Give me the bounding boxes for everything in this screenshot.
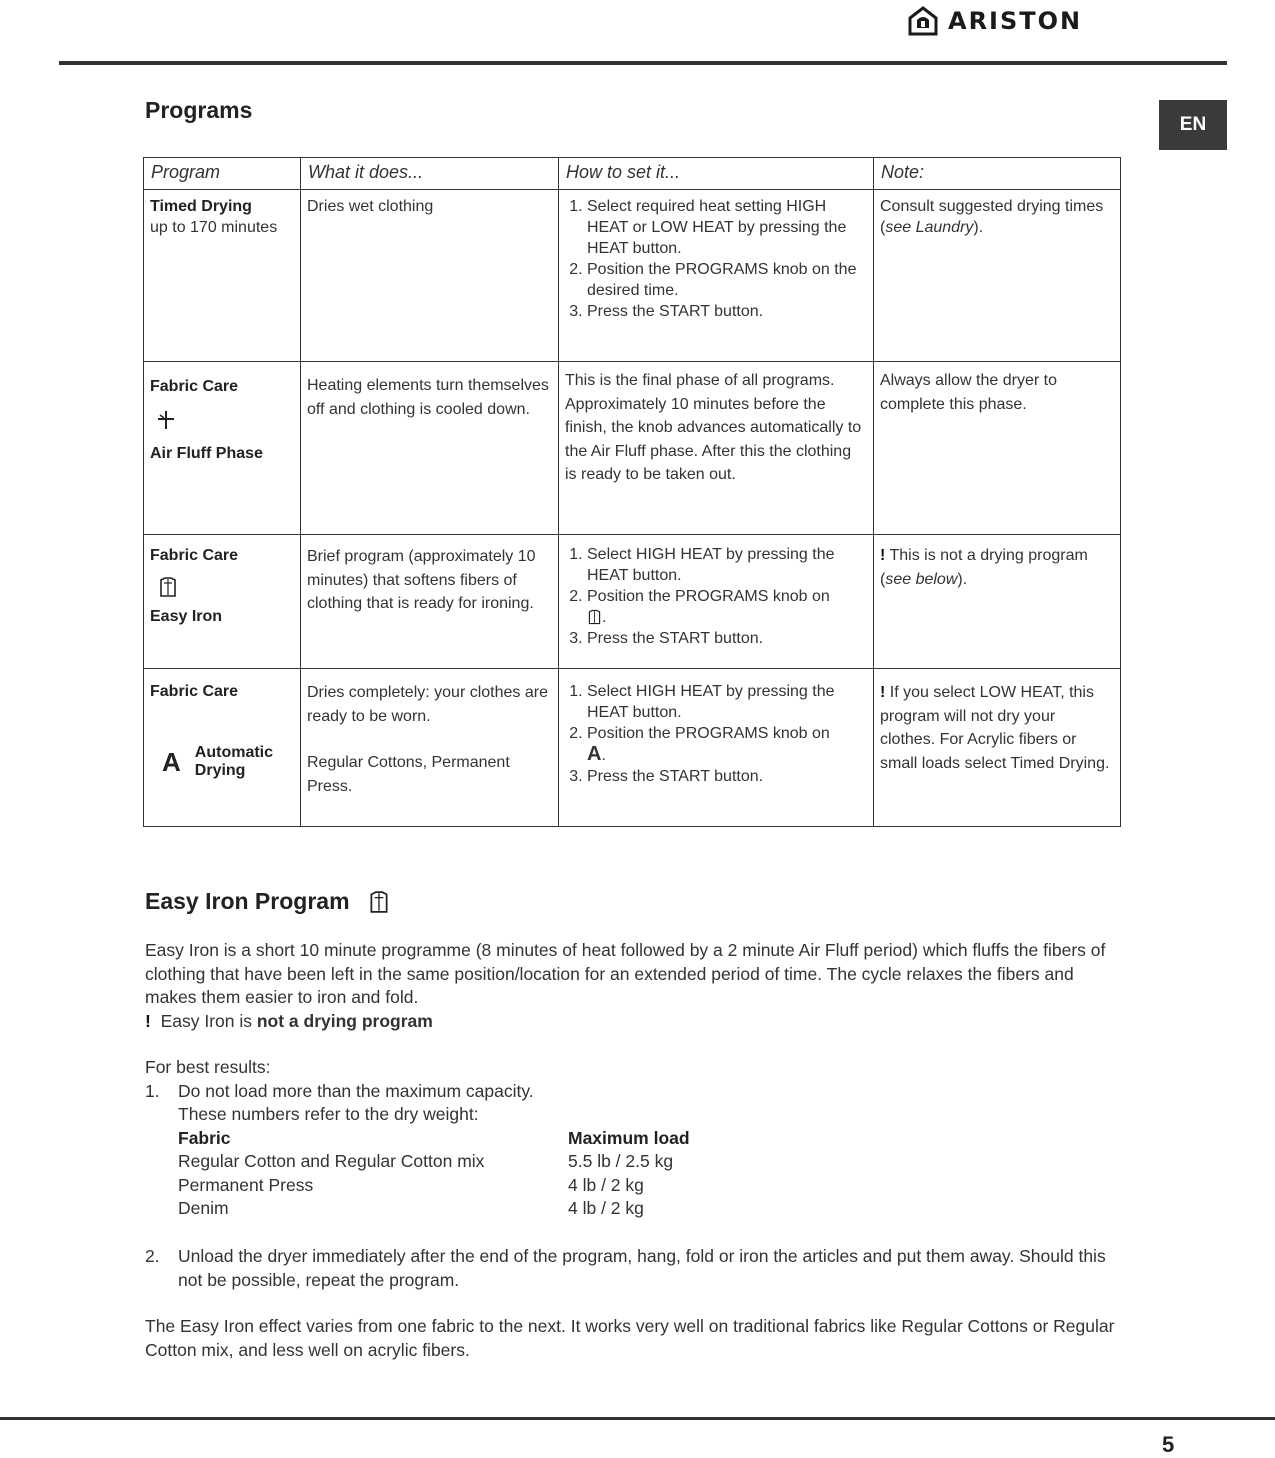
list-item: 3. Press the START button. [587,301,867,322]
table-row [144,362,1121,535]
header-rule [59,61,1227,65]
closing-paragraph: The Easy Iron effect varies from one fabric to the next. It works very well on traditional fabrics like Regular Cottons or Regular Cotton mix, and less well on acrylic fibers. [145,1316,1115,1360]
best-results-label: For best results: [145,1057,271,1077]
note-cell: Always allow the dryer to complete this phase. [874,362,1121,535]
max-load-table [178,1103,1115,1221]
table-row [144,535,1121,669]
note-text: This is not a drying program ( [880,547,1088,588]
list-item: 2. Position the PROGRAMS knob on the desired time. [587,259,867,301]
note-text: If you select LOW HEAT, this program will not dry your clothes. For Acrylic fibers or small loads select Timed Drying. [880,684,1110,772]
step-text: Unload the dryer immediately after the end of the program, hang, fold or iron the articles and put them away. Should this not be possible, repeat the program. [178,1246,1106,1290]
program-duration: up to 170 minutes [150,219,278,236]
list-item-text: Position the PROGRAMS knob on [587,588,830,605]
how-cell [559,190,874,362]
program-name: Fabric Care [150,547,239,564]
intro-paragraph: Easy Iron is a short 10 minute programme (8 minutes of heat followed by a 2 minute Air Fluff period) which fluffs the fibers of clothing that have been left in the same position/location for an extended period of time. The cycle relaxes the fibers and makes them easier to iron and fold. [145,940,1106,1007]
note-cell [874,669,1121,827]
table-row [178,1150,1115,1174]
program-cell [144,669,301,827]
warning-mark: ! [880,684,886,701]
table-row [178,1197,1115,1221]
easy-iron-icon [158,576,178,598]
easy-iron-intro [145,939,1115,1033]
column-header: Note: [874,158,1121,190]
air-fluff-icon [156,409,176,431]
easy-iron-icon [587,609,602,625]
column-header: How to set it... [559,158,874,190]
what-cell: Heating elements turn themselves off and clothing is cooled down. [301,362,559,535]
note-reference: see below [885,571,958,588]
list-item: 2. Position the PROGRAMS knob on A. [587,723,867,766]
note-reference: see Laundry [885,219,974,236]
note-cell [874,535,1121,669]
table-header-row [144,158,1121,190]
what-cell: Brief program (approximately 10 minutes) that softens fibers of clothing that is ready for ironing. [301,535,559,669]
program-cell [144,362,301,535]
automatic-drying-icon: A [587,743,602,765]
footer-rule [0,1417,1275,1420]
program-name: Fabric Care [150,378,239,395]
how-cell [559,669,874,827]
list-item: 3. Press the START button. [587,628,867,649]
fabric-name: Permanent Press [178,1174,314,1195]
step-number: 2. [145,1246,160,1266]
step-two [145,1245,1115,1292]
program-name: Fabric Care [150,683,239,700]
step-number: 1. [145,1080,160,1101]
how-steps [565,681,867,787]
automatic-drying-text [195,744,273,780]
brand-name: ARISTON [948,7,1083,35]
warning-text: Easy Iron is [160,1010,257,1031]
load-header-max: Maximum load [568,1127,690,1148]
list-item: 1. Select HIGH HEAT by pressing the HEAT button. [587,681,867,723]
how-cell [559,535,874,669]
warning-mark: ! [880,547,886,564]
list-item-text: Position the PROGRAMS knob on [587,725,830,742]
fabric-name: Denim [178,1198,229,1218]
fabric-name: Regular Cotton and Regular Cotton mix [178,1151,485,1171]
warning-line [145,1010,1115,1034]
note-cell [874,190,1121,362]
load-header-fabric: Fabric [178,1127,231,1148]
max-load: 4 lb / 2 kg [568,1198,644,1218]
column-header: Program [144,158,301,190]
automatic-label-line: Automatic [194,744,274,761]
list-item: 2. Position the PROGRAMS knob on . [587,586,867,628]
how-steps [565,196,867,322]
easy-iron-heading: Easy Iron Program [145,888,350,914]
how-cell: This is the final phase of all programs. Approximately 10 minutes before the finish, the knob advances automatically to the Air Fluff phase. After this the clothing is ready to be taken out. [559,362,874,535]
note-text-end: ). [957,571,968,588]
list-item [145,1080,1115,1104]
easy-iron-heading-block [145,888,390,915]
step-text: Do not load more than the maximum capacity. [178,1080,534,1101]
brand-logo [908,4,1082,38]
easy-iron-icon [368,890,390,914]
max-load: 5.5 lb / 2.5 kg [568,1151,674,1171]
load-intro: These numbers refer to the dry weight: [178,1104,479,1124]
program-cell [144,535,301,669]
program-subname: Easy Iron [150,608,223,625]
programs-table [143,157,1121,827]
warning-mark: ! [145,1010,151,1031]
warning-emphasis: not a drying program [256,1010,433,1031]
programs-heading: Programs [145,97,253,123]
max-load: 4 lb / 2 kg [568,1174,644,1195]
list-item [145,1245,1115,1292]
best-results [145,1056,1115,1221]
list-item: 1. Select HIGH HEAT by pressing the HEAT button. [587,544,867,586]
ariston-house-icon [908,6,938,36]
program-cell [144,190,301,362]
what-text: Dries completely: your clothes are ready to be worn. [307,684,548,725]
page-number: 5 [1162,1432,1175,1457]
table-row [144,669,1121,827]
what-cell [301,669,559,827]
table-row [144,190,1121,362]
list-item: 1. Select required heat setting HIGH HEAT or LOW HEAT by pressing the HEAT button. [587,196,867,259]
drying-label-line: Drying [194,762,246,779]
column-header: What it does... [301,158,559,190]
how-steps [565,544,867,649]
note-text-end: ). [973,219,984,236]
automatic-drying-label [162,744,294,780]
program-subname: Air Fluff Phase [150,445,263,462]
table-row [178,1174,1115,1198]
language-tab: EN [1159,100,1227,150]
program-name: Timed Drying [150,198,252,215]
load-header-row [178,1127,1115,1151]
automatic-drying-icon: A [162,746,181,777]
note-text: Consult suggested drying times ( [880,198,1104,236]
what-cell: Dries wet clothing [301,190,559,362]
what-fabrics: Regular Cottons, Permanent Press. [307,754,510,795]
list-item: 3. Press the START button. [587,766,867,787]
